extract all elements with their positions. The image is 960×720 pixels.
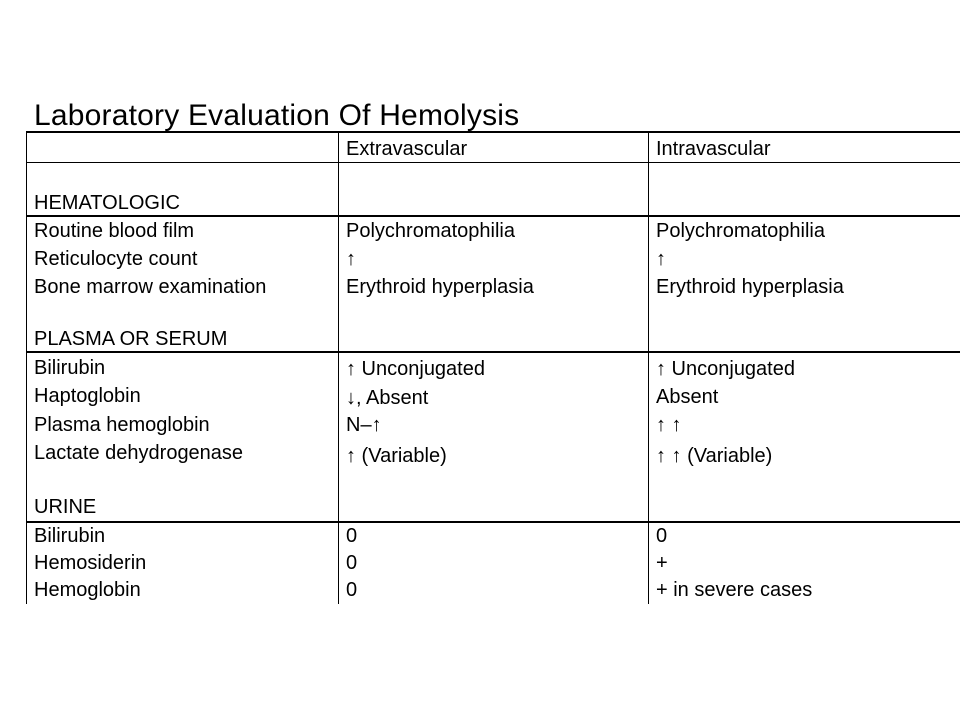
- row-label: Bilirubin: [34, 357, 106, 379]
- row-extravascular: 0: [346, 525, 358, 547]
- row-extravascular: Erythroid hyperplasia: [346, 276, 534, 298]
- row-extravascular: 0: [346, 579, 358, 601]
- row-intravascular: Polychromatophilia: [656, 220, 825, 242]
- row-extravascular: 0: [346, 552, 358, 574]
- row-intravascular: Absent: [656, 386, 719, 408]
- row-label: Hemosiderin: [34, 552, 147, 574]
- row-intravascular: ↑ ↑ (Variable): [656, 445, 773, 467]
- row-extravascular: ↑: [346, 248, 356, 270]
- row-intravascular: Erythroid hyperplasia: [656, 276, 844, 298]
- row-label: Bilirubin: [34, 525, 106, 547]
- row-label: Plasma hemoglobin: [34, 414, 210, 436]
- row-extravascular: ↑ (Variable): [346, 445, 447, 467]
- row-label: Reticulocyte count: [34, 248, 198, 270]
- row-intravascular: ↑ ↑: [656, 414, 682, 436]
- row-intravascular: 0: [656, 525, 668, 547]
- row-label: Bone marrow examination: [34, 276, 267, 298]
- row-intravascular: +: [656, 552, 668, 574]
- row-label: Hemoglobin: [34, 579, 141, 601]
- section-heading-urine: URINE: [34, 496, 97, 518]
- table-left-border: [26, 131, 27, 604]
- row-intravascular: + in severe cases: [656, 579, 813, 601]
- column-divider-1: [338, 131, 339, 604]
- row-extravascular: ↑ Unconjugated: [346, 358, 485, 380]
- header-intravascular: Intravascular: [656, 138, 771, 160]
- header-extravascular: Extravascular: [346, 138, 468, 160]
- column-divider-2: [648, 131, 649, 604]
- title-rule: [26, 131, 960, 133]
- row-intravascular: ↑: [656, 248, 666, 270]
- row-label: Haptoglobin: [34, 385, 141, 407]
- row-label: Lactate dehydrogenase: [34, 442, 244, 464]
- section-heading-hematologic: HEMATOLOGIC: [34, 192, 180, 214]
- row-extravascular: ↓, Absent: [346, 387, 429, 409]
- row-extravascular: Polychromatophilia: [346, 220, 515, 242]
- urine-rule: [26, 521, 960, 523]
- slide-title: Laboratory Evaluation Of Hemolysis: [34, 99, 520, 132]
- row-label: Routine blood film: [34, 220, 195, 242]
- header-rule: [26, 162, 960, 163]
- section-heading-plasma: PLASMA OR SERUM: [34, 328, 228, 350]
- row-extravascular: N–↑: [346, 414, 382, 436]
- row-intravascular: ↑ Unconjugated: [656, 358, 795, 380]
